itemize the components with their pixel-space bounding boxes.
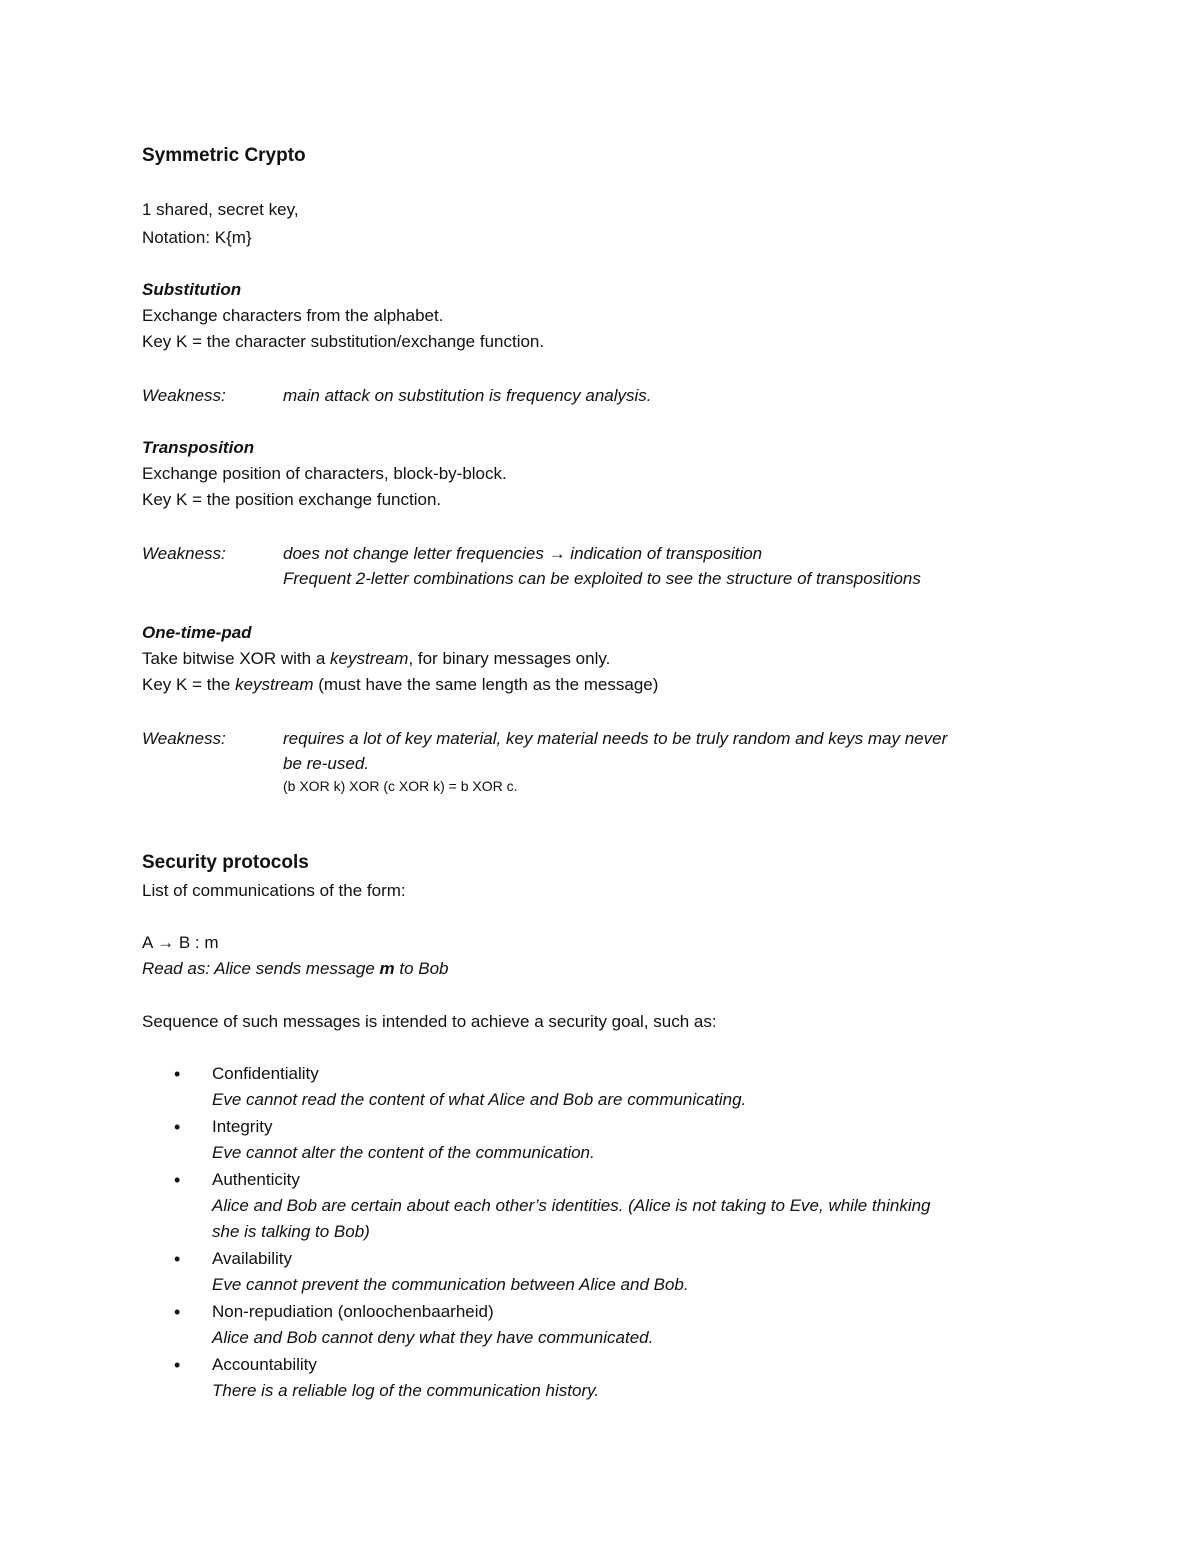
text-fragment: to Bob (394, 959, 449, 978)
bullet-icon: • (174, 1302, 181, 1322)
text-line: List of communications of the form: (142, 881, 406, 900)
text-line (142, 648, 610, 670)
xor-formula: (b XOR k) XOR (c XOR k) = b XOR c. (283, 778, 518, 794)
goal-description: Alice and Bob cannot deny what they have communicated. (212, 1328, 654, 1347)
text-line: Key K = the position exchange function. (142, 490, 442, 509)
section-title-symmetric-crypto: Symmetric Crypto (142, 145, 306, 166)
goal-description: she is talking to Bob) (212, 1222, 370, 1241)
goal-description: Eve cannot read the content of what Alice and Bob are communicating. (212, 1090, 747, 1109)
bullet-icon: • (174, 1117, 181, 1137)
weakness-text: be re-used. (283, 754, 369, 773)
goal-name: Confidentiality (212, 1064, 319, 1083)
goal-description: There is a reliable log of the communication history. (212, 1381, 600, 1400)
weakness-text: Frequent 2-letter combinations can be exploited to see the structure of transpositions (283, 569, 921, 588)
subheading-substitution: Substitution (142, 280, 242, 299)
text-line: Exchange position of characters, block-by-block. (142, 464, 507, 483)
text-fragment: Read as: Alice sends message (142, 959, 380, 978)
bullet-icon: • (174, 1355, 181, 1375)
emphasis-keystream: keystream (235, 675, 314, 694)
text-line: Sequence of such messages is intended to achieve a security goal, such as: (142, 1012, 717, 1031)
goal-name: Non-repudiation (onloochenbaarheid) (212, 1302, 494, 1321)
text-line: Exchange characters from the alphabet. (142, 306, 444, 325)
text-fragment: Take bitwise XOR with a (142, 649, 331, 668)
text-line: Key K = the character substitution/exchange function. (142, 332, 545, 351)
text-line: 1 shared, secret key, (142, 200, 299, 219)
weakness-text: does not change letter frequencies → indication of transposition (283, 544, 763, 563)
text-line (142, 674, 658, 696)
emphasis-keystream: keystream (330, 649, 409, 668)
subheading-transposition: Transposition (142, 438, 255, 457)
notation-explanation (142, 958, 449, 980)
subheading-one-time-pad: One-time-pad (142, 623, 252, 642)
text-fragment: , for binary messages only. (408, 649, 611, 668)
protocol-notation: A → B : m (142, 933, 219, 952)
goal-description: Eve cannot prevent the communication between Alice and Bob. (212, 1275, 689, 1294)
text-line: Notation: K{m} (142, 228, 252, 247)
weakness-text: main attack on substitution is frequency analysis. (283, 386, 652, 405)
goal-description: Alice and Bob are certain about each other’s identities. (Alice is not taking to Eve, while thinking (212, 1196, 931, 1215)
bullet-icon: • (174, 1249, 181, 1269)
section-title-security-protocols: Security protocols (142, 852, 309, 873)
weakness-label: Weakness: (142, 386, 226, 405)
weakness-text: requires a lot of key material, key material needs to be truly random and keys may never (283, 729, 948, 748)
goal-name: Integrity (212, 1117, 273, 1136)
bullet-icon: • (174, 1064, 181, 1084)
text-fragment: Key K = the (142, 675, 236, 694)
weakness-label: Weakness: (142, 729, 226, 748)
emphasis-m: m (379, 959, 395, 978)
goal-name: Accountability (212, 1355, 317, 1374)
goal-name: Authenticity (212, 1170, 300, 1189)
bullet-icon: • (174, 1170, 181, 1190)
weakness-label: Weakness: (142, 544, 226, 563)
text-fragment: (must have the same length as the message) (313, 675, 659, 694)
goal-description: Eve cannot alter the content of the communication. (212, 1143, 595, 1162)
goal-name: Availability (212, 1249, 293, 1268)
